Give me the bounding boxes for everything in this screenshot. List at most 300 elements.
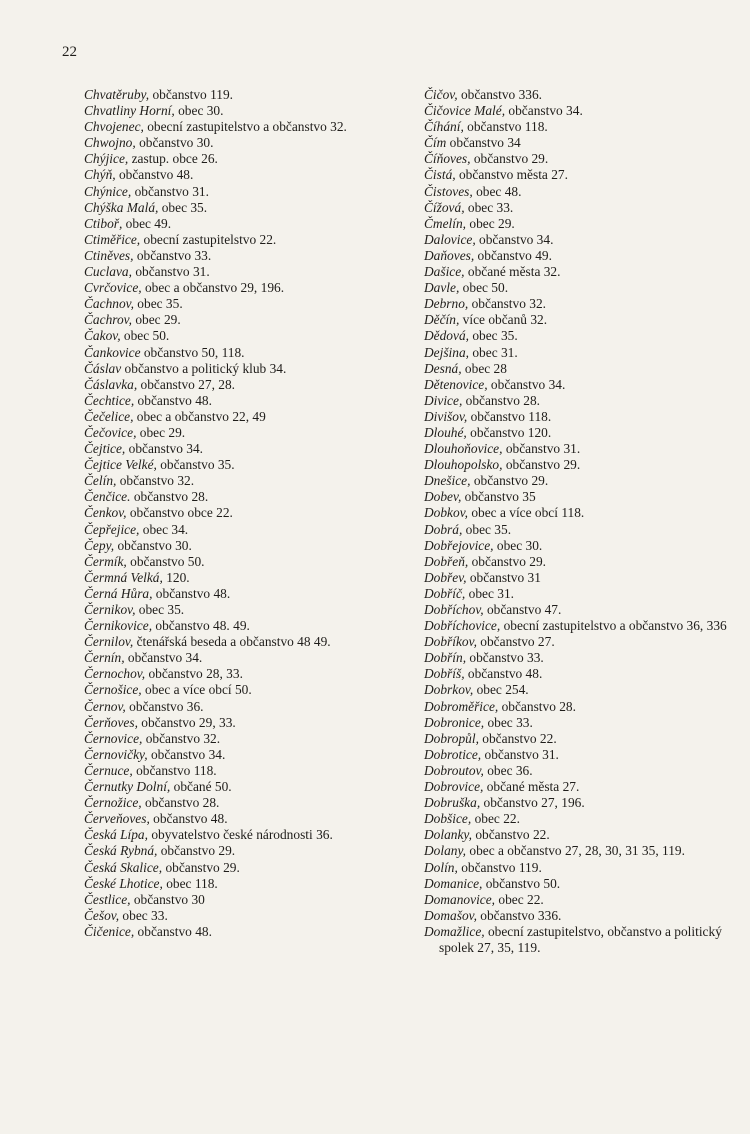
entry-description: občanstvo 29. xyxy=(470,151,549,167)
index-entry xyxy=(84,184,404,200)
entry-place-name: Čankovice xyxy=(84,344,141,360)
entry-description: obec 34. xyxy=(139,521,189,537)
index-entry xyxy=(84,827,404,843)
entry-place-name: Čestlice, xyxy=(84,891,131,907)
index-entry xyxy=(424,892,740,908)
entry-description: občanstvo 119. xyxy=(149,87,234,102)
entry-description: občanstvo 27. xyxy=(476,634,555,650)
entry-place-name: Černuce, xyxy=(84,762,133,778)
index-entry xyxy=(84,328,404,344)
index-entry xyxy=(84,682,404,698)
entry-description: občanstvo 36. xyxy=(125,698,204,714)
index-entry xyxy=(84,554,404,570)
entry-place-name: Dědová, xyxy=(424,328,469,344)
index-entry xyxy=(424,505,740,521)
entry-description: občanstvo 34. xyxy=(147,746,226,762)
entry-description: obec 22. xyxy=(471,811,520,827)
entry-place-name: Dobroutov, xyxy=(424,762,484,778)
entry-description: občanstvo 31. xyxy=(131,183,209,199)
index-entry xyxy=(84,779,404,795)
entry-place-name: Daňoves, xyxy=(424,247,475,263)
entry-description: občanstvo 28. xyxy=(462,392,541,408)
entry-description: obec a občanstvo 27, 28, 30, 31 35, 119. xyxy=(466,843,685,859)
entry-place-name: Dobropůl, xyxy=(424,730,479,746)
entry-description: občanstvo 336. xyxy=(457,87,543,102)
index-entry xyxy=(84,167,404,183)
index-entry xyxy=(424,232,740,248)
entry-description: občanstvo 30. xyxy=(135,135,214,151)
entry-place-name: Chýň, xyxy=(84,167,116,183)
entry-description: občanstvo obce 22. xyxy=(126,505,233,521)
entry-description: občanstvo 34. xyxy=(124,650,203,666)
entry-place-name: Černovičky, xyxy=(84,746,148,762)
entry-description: občanstvo 34. xyxy=(505,103,583,119)
entry-description: občanstvo 33. xyxy=(133,247,212,263)
entry-place-name: Chýnice, xyxy=(84,183,132,199)
entry-description: obec 33. xyxy=(464,199,514,215)
entry-description: obec 33. xyxy=(119,907,168,923)
index-entry xyxy=(84,908,404,924)
index-entry xyxy=(84,393,404,409)
entry-description: obec 254. xyxy=(473,682,529,698)
entry-place-name: Dobrovice, xyxy=(424,779,484,795)
index-entry xyxy=(424,216,740,232)
entry-description: občanstvo 35. xyxy=(156,457,235,473)
entry-place-name: Čáslav xyxy=(84,360,122,376)
entry-description: občanstvo města 27. xyxy=(455,167,568,183)
index-entry xyxy=(424,361,740,377)
index-entry xyxy=(84,441,404,457)
entry-place-name: Dlouhé, xyxy=(424,424,467,440)
entry-description: obec 28 xyxy=(461,360,507,376)
entry-place-name: Červeňoves, xyxy=(84,811,150,827)
entry-place-name: Dalovice, xyxy=(424,231,476,247)
entry-description: 120. xyxy=(162,569,190,585)
entry-place-name: Chýjice, xyxy=(84,151,129,167)
index-entry xyxy=(424,634,740,650)
entry-place-name: Dobruška, xyxy=(424,795,481,811)
entry-description: obecní zastupitelstvo, občanstvo a politický spolek 27, 35, 119. xyxy=(439,923,722,955)
index-entry xyxy=(424,860,740,876)
entry-place-name: Děčín, xyxy=(424,312,460,328)
index-entry xyxy=(84,248,404,264)
entry-description: občanstvo 30 xyxy=(130,891,205,907)
index-entry xyxy=(424,312,740,328)
index-entry xyxy=(84,264,404,280)
entry-description: občané města 27. xyxy=(483,779,580,795)
index-entry xyxy=(424,200,740,216)
entry-description: obec 29. xyxy=(131,312,181,328)
index-entry xyxy=(84,731,404,747)
entry-place-name: Dobroměřice, xyxy=(424,698,499,714)
index-entry xyxy=(84,586,404,602)
index-entry xyxy=(424,827,740,843)
index-entry xyxy=(84,425,404,441)
entry-description: občanstvo 28, 33. xyxy=(145,666,243,682)
index-entry xyxy=(424,763,740,779)
index-entry xyxy=(84,763,404,779)
entry-place-name: Debrno, xyxy=(424,296,469,312)
index-entry xyxy=(84,650,404,666)
entry-description: obec 50. xyxy=(120,328,170,344)
entry-place-name: Čistoves, xyxy=(424,183,473,199)
entry-place-name: Čepy, xyxy=(84,537,115,553)
index-entry xyxy=(424,280,740,296)
entry-place-name: Černikov, xyxy=(84,602,136,617)
index-entry xyxy=(84,570,404,586)
entry-description: občanstvo 48. xyxy=(464,666,543,682)
entry-place-name: Černov, xyxy=(84,698,126,714)
index-entry xyxy=(424,554,740,570)
index-entry xyxy=(424,489,740,505)
entry-place-name: Čakov, xyxy=(84,328,121,344)
entry-description: obec 29. xyxy=(466,215,515,231)
entry-place-name: Dolany, xyxy=(424,843,467,859)
index-entry xyxy=(84,538,404,554)
entry-place-name: Černín, xyxy=(84,650,125,666)
entry-description: občanstvo 32. xyxy=(142,730,221,746)
index-entry xyxy=(84,457,404,473)
entry-description: občanstvo 50. xyxy=(482,875,561,891)
index-entry xyxy=(424,602,740,618)
entry-description: obec 48. xyxy=(472,183,522,199)
index-entry xyxy=(424,264,740,280)
index-entry xyxy=(424,377,740,393)
entry-place-name: Dětenovice, xyxy=(424,376,488,392)
index-entry xyxy=(424,715,740,731)
entry-description: občanstvo 31 xyxy=(466,569,541,585)
page-number: 22 xyxy=(62,44,77,60)
entry-place-name: Davle, xyxy=(424,280,460,296)
index-entry xyxy=(424,425,740,441)
entry-description: obecní zastupitelstvo a občanstvo 32. xyxy=(143,119,347,135)
index-entry xyxy=(424,731,740,747)
entry-place-name: Chvatliny Horní, xyxy=(84,103,175,119)
index-entry xyxy=(424,393,740,409)
entry-description: obec 35. xyxy=(135,602,185,617)
index-entry xyxy=(84,924,404,940)
entry-place-name: Čermná Velká, xyxy=(84,569,163,585)
entry-description: občanstvo 28. xyxy=(498,698,576,714)
entry-place-name: Dobřeň, xyxy=(424,553,469,569)
entry-description: více občanů 32. xyxy=(459,312,548,328)
entry-description: občanstvo 31. xyxy=(131,264,210,280)
index-entry xyxy=(84,747,404,763)
entry-description: občanstvo 49. xyxy=(474,247,552,263)
entry-place-name: Dobřev, xyxy=(424,569,467,585)
entry-place-name: Černá Hůra, xyxy=(84,585,153,601)
index-entry xyxy=(424,87,740,103)
entry-place-name: Dobříkov, xyxy=(424,634,477,650)
index-entry xyxy=(424,908,740,924)
index-entry xyxy=(424,924,740,956)
entry-place-name: Číňoves, xyxy=(424,151,471,167)
entry-place-name: Domanovice, xyxy=(424,891,496,907)
entry-place-name: Dobrkov, xyxy=(424,682,474,698)
entry-description: občanstvo 118. xyxy=(463,119,548,135)
index-entry xyxy=(424,586,740,602)
entry-description: občanstvo 48. xyxy=(149,811,228,827)
index-entry xyxy=(84,216,404,232)
index-entry xyxy=(424,328,740,344)
index-entry xyxy=(424,522,740,538)
index-entry xyxy=(84,473,404,489)
index-entry xyxy=(84,312,404,328)
index-entry xyxy=(84,489,404,505)
index-entry xyxy=(424,151,740,167)
entry-place-name: Česká Skalice, xyxy=(84,859,163,875)
entry-description: občanstvo 50, 118. xyxy=(140,344,245,360)
entry-description: obec 35. xyxy=(462,521,512,537)
entry-place-name: Dlouhopolsko, xyxy=(424,457,503,473)
entry-description: občanstvo 48. xyxy=(152,585,231,601)
entry-place-name: Čičovice Malé, xyxy=(424,103,506,119)
entry-description: občanstvo 31. xyxy=(481,746,559,762)
index-entry xyxy=(84,602,404,618)
index-entry xyxy=(424,135,740,151)
index-entry xyxy=(424,699,740,715)
entry-place-name: Čermík, xyxy=(84,553,127,569)
entry-description: občanstvo 48. 49. xyxy=(152,618,250,634)
entry-place-name: Divišov, xyxy=(424,408,468,424)
entry-description: zastup. obce 26. xyxy=(128,151,218,167)
index-entry xyxy=(424,441,740,457)
entry-place-name: Domašov, xyxy=(424,907,477,923)
index-entry xyxy=(424,747,740,763)
entry-place-name: Čím xyxy=(424,135,447,151)
entry-description: čtenářská beseda a občanstvo 48 49. xyxy=(133,634,331,650)
entry-description: obecní zastupitelstvo a občanstvo 36, 336 xyxy=(500,618,727,634)
entry-place-name: Čistá, xyxy=(424,167,456,183)
index-entry xyxy=(424,119,740,135)
entry-place-name: Čelín, xyxy=(84,473,117,489)
entry-description: obec 50. xyxy=(459,280,509,296)
entry-place-name: Dejšina, xyxy=(424,344,470,360)
entry-place-name: Čerňoves, xyxy=(84,714,138,730)
entry-description: občanstvo 119. xyxy=(457,859,542,875)
index-entry xyxy=(424,103,740,119)
entry-place-name: Domažlice, xyxy=(424,923,485,939)
entry-description: občanstvo 29. xyxy=(157,843,236,859)
index-entry xyxy=(84,345,404,361)
entry-description: obecní zastupitelstvo 22. xyxy=(140,231,277,247)
index-entry xyxy=(84,876,404,892)
entry-place-name: Česká Rybná, xyxy=(84,843,158,859)
entry-description: občanstvo a politický klub 34. xyxy=(121,360,287,376)
entry-place-name: Číhání, xyxy=(424,119,464,135)
entry-description: obec a více obcí 118. xyxy=(468,505,585,521)
entry-description: občanstvo 22. xyxy=(478,730,557,746)
index-entry xyxy=(84,860,404,876)
index-entry xyxy=(424,296,740,312)
entry-description: občanstvo 118. xyxy=(467,408,552,424)
entry-place-name: Dobev, xyxy=(424,489,462,505)
entry-description: obec 31. xyxy=(465,585,515,601)
entry-place-name: Dobříchov, xyxy=(424,602,484,617)
entry-place-name: Dlouhoňovice, xyxy=(424,441,503,457)
entry-place-name: Dobkov, xyxy=(424,505,468,521)
entry-description: občanstvo 48. xyxy=(115,167,194,183)
entry-place-name: Čečovice, xyxy=(84,424,137,440)
index-entry xyxy=(424,248,740,264)
entry-description: občanstvo 48. xyxy=(134,392,212,408)
entry-place-name: Dobrá, xyxy=(424,521,463,537)
entry-place-name: Černovice, xyxy=(84,730,143,746)
entry-description: obec a více obcí 50. xyxy=(141,682,252,698)
index-entry xyxy=(84,522,404,538)
entry-description: obec 22. xyxy=(495,891,544,907)
index-entry xyxy=(424,618,740,634)
entry-description: občanstvo 35 xyxy=(461,489,536,505)
entry-description: občanstvo 47. xyxy=(483,602,562,617)
entry-place-name: Čachrov, xyxy=(84,312,132,328)
entry-place-name: Cvrčovice, xyxy=(84,280,142,296)
entry-description: občanstvo 30. xyxy=(114,537,192,553)
index-entry xyxy=(84,361,404,377)
entry-place-name: Ctiboř, xyxy=(84,215,123,231)
entry-place-name: Čejtice, xyxy=(84,441,126,457)
index-entry xyxy=(424,650,740,666)
entry-place-name: Čáslavka, xyxy=(84,376,138,392)
index-entry xyxy=(84,892,404,908)
entry-place-name: Ctiněves, xyxy=(84,247,134,263)
entry-description: obec a občanstvo 22, 49 xyxy=(133,408,266,424)
entry-place-name: Domanice, xyxy=(424,875,483,891)
index-entry xyxy=(84,409,404,425)
index-entry xyxy=(84,699,404,715)
entry-description: občanstvo 27, 196. xyxy=(480,795,585,811)
entry-place-name: Chvojenec, xyxy=(84,119,144,135)
index-entry xyxy=(424,473,740,489)
index-entry xyxy=(424,345,740,361)
entry-description: obec 31. xyxy=(469,344,518,360)
entry-description: občanstvo 22. xyxy=(471,827,550,843)
entry-description: občanstvo 32. xyxy=(116,473,195,489)
index-entry xyxy=(84,843,404,859)
entry-place-name: Dobrotice, xyxy=(424,746,482,762)
entry-description: obec a občanstvo 29, 196. xyxy=(141,280,285,296)
entry-place-name: Čepřejice, xyxy=(84,521,140,537)
entry-description: obec 49. xyxy=(122,215,172,231)
entry-place-name: Dolanky, xyxy=(424,827,472,843)
index-entry xyxy=(424,184,740,200)
index-entry xyxy=(424,682,740,698)
index-entry xyxy=(424,570,740,586)
entry-description: obec 36. xyxy=(483,762,533,778)
index-entry xyxy=(84,200,404,216)
entry-description: obec 30. xyxy=(493,537,543,553)
entry-place-name: Černožice, xyxy=(84,795,142,811)
index-entry xyxy=(84,296,404,312)
entry-description: občané 50. xyxy=(170,779,232,795)
entry-description: občanstvo 29. xyxy=(502,457,581,473)
entry-description: obec 35. xyxy=(469,328,518,344)
index-entry xyxy=(84,232,404,248)
entry-description: obec 118. xyxy=(162,875,218,891)
entry-description: občanstvo 28. xyxy=(130,489,209,505)
entry-description: obec 35. xyxy=(133,296,183,312)
entry-place-name: Čenkov, xyxy=(84,505,127,521)
index-column-left xyxy=(84,87,404,940)
entry-place-name: Čejtice Velké, xyxy=(84,457,157,473)
entry-description: občanstvo 34. xyxy=(487,376,566,392)
entry-place-name: Češov, xyxy=(84,907,120,923)
entry-place-name: Černošice, xyxy=(84,682,142,698)
entry-description: občanstvo 27, 28. xyxy=(137,376,236,392)
index-entry xyxy=(84,151,404,167)
entry-description: obec 30. xyxy=(174,103,224,119)
entry-description: občanstvo 31. xyxy=(502,441,581,457)
entry-place-name: Desná, xyxy=(424,360,462,376)
entry-place-name: Chýška Malá, xyxy=(84,199,159,215)
entry-place-name: Česká Lípa, xyxy=(84,827,148,843)
index-entry xyxy=(84,634,404,650)
entry-description: občanstvo 29. xyxy=(162,859,240,875)
entry-description: obec 29. xyxy=(136,424,186,440)
entry-place-name: Dobřín, xyxy=(424,650,467,666)
entry-description: občanstvo 118. xyxy=(132,762,217,778)
index-entry xyxy=(424,538,740,554)
index-entry xyxy=(424,409,740,425)
entry-description: občané města 32. xyxy=(464,264,561,280)
entry-description: občanstvo 34. xyxy=(475,231,554,247)
index-entry xyxy=(84,715,404,731)
index-entry xyxy=(84,377,404,393)
entry-place-name: Chvatěruby, xyxy=(84,87,150,102)
index-entry xyxy=(424,795,740,811)
index-column-right xyxy=(424,87,740,956)
entry-place-name: Ctiměřice, xyxy=(84,231,141,247)
entry-description: občanstvo 50. xyxy=(126,553,205,569)
index-entry xyxy=(84,103,404,119)
entry-place-name: Dobříš, xyxy=(424,666,465,682)
entry-description: občanstvo 120. xyxy=(466,424,552,440)
index-entry xyxy=(84,666,404,682)
entry-place-name: Dnešice, xyxy=(424,473,471,489)
entry-place-name: Čmelín, xyxy=(424,215,467,231)
entry-place-name: Čenčice. xyxy=(84,489,131,505)
entry-place-name: České Lhotice, xyxy=(84,875,163,891)
index-entry xyxy=(84,119,404,135)
entry-place-name: Čechtice, xyxy=(84,392,135,408)
entry-description: občanstvo 48. xyxy=(134,923,212,939)
index-entry xyxy=(84,505,404,521)
index-entry xyxy=(424,457,740,473)
entry-description: obec 35. xyxy=(158,199,208,215)
index-entry xyxy=(424,779,740,795)
entry-place-name: Divice, xyxy=(424,392,463,408)
entry-place-name: Čičenice, xyxy=(84,923,135,939)
index-entry xyxy=(84,795,404,811)
entry-place-name: Dašice, xyxy=(424,264,465,280)
index-entry xyxy=(84,135,404,151)
entry-place-name: Cuclava, xyxy=(84,264,132,280)
index-entry xyxy=(84,87,404,103)
entry-description: občanstvo 29. xyxy=(468,553,546,569)
entry-place-name: Dobříč, xyxy=(424,585,466,601)
entry-place-name: Černikovice, xyxy=(84,618,153,634)
entry-place-name: Černutky Dolní, xyxy=(84,779,171,795)
entry-place-name: Černilov, xyxy=(84,634,134,650)
entry-place-name: Čachnov, xyxy=(84,296,134,312)
index-entry xyxy=(424,666,740,682)
entry-place-name: Dobřejovice, xyxy=(424,537,494,553)
entry-place-name: Dobříchovice, xyxy=(424,618,501,634)
index-entry xyxy=(424,843,740,859)
entry-description: občanstvo 29, 33. xyxy=(137,714,236,730)
index-entry xyxy=(84,618,404,634)
entry-place-name: Čečelice, xyxy=(84,408,134,424)
